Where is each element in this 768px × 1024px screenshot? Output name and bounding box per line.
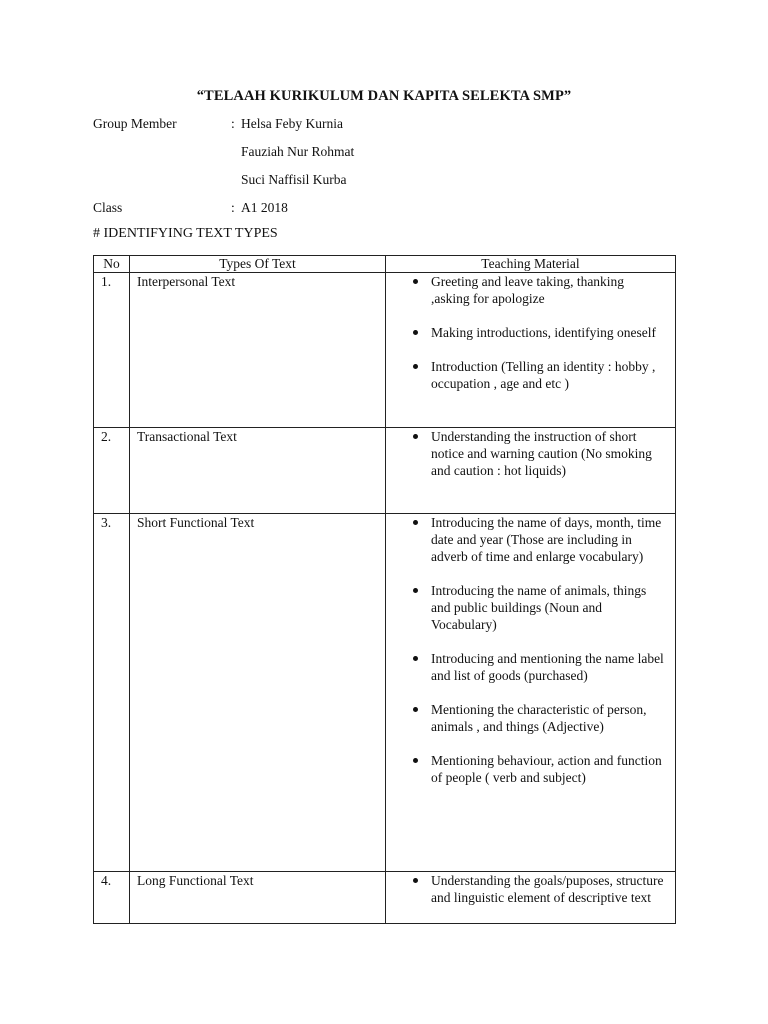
row-number: 1.: [94, 273, 130, 428]
member-name: Suci Naffisil Kurba: [241, 172, 347, 187]
column-header-types: Types Of Text: [130, 256, 386, 273]
table-row: [94, 872, 676, 924]
row-number: 3.: [94, 514, 130, 872]
class-label: Class: [93, 200, 123, 215]
teaching-material-cell: [386, 428, 676, 514]
material-item: Mentioning the characteristic of person, animals , and things (Adjective): [386, 701, 675, 735]
text-type: Long Functional Text: [130, 872, 386, 924]
material-item: Greeting and leave taking, thanking ,asking for apologize: [386, 273, 675, 307]
material-item: Mentioning behaviour, action and function of people ( verb and subject): [386, 752, 675, 786]
material-item: Introducing the name of animals, things and public buildings (Noun and Vocabulary): [386, 582, 675, 633]
material-item: Making introductions, identifying oneself: [386, 324, 675, 341]
material-list: [386, 428, 675, 479]
member-name: Fauziah Nur Rohmat: [241, 144, 355, 159]
material-item: Introduction (Telling an identity : hobby , occupation , age and etc ): [386, 358, 675, 392]
document-title: “TELAAH KURIKULUM DAN KAPITA SELEKTA SMP”: [196, 88, 572, 104]
material-list: [386, 514, 675, 786]
material-item: Introducing the name of days, month, time date and year (Those are including in adverb of time and enlarge vocabulary): [386, 514, 675, 565]
table-header-row: [94, 256, 676, 273]
teaching-material-cell: [386, 514, 676, 872]
material-item: Understanding the goals/puposes, structure and linguistic element of descriptive text: [386, 872, 675, 906]
table-row: [94, 428, 676, 514]
text-type: Transactional Text: [130, 428, 386, 514]
separator-colon: :: [231, 200, 235, 215]
section-heading: # IDENTIFYING TEXT TYPES: [93, 226, 278, 241]
text-type: Short Functional Text: [130, 514, 386, 872]
row-number: 4.: [94, 872, 130, 924]
table-row: [94, 273, 676, 428]
material-item: Understanding the instruction of short notice and warning caution (No smoking and caution : hot liquids): [386, 428, 675, 479]
separator-colon: :: [231, 116, 235, 131]
member-name: Helsa Feby Kurnia: [241, 116, 343, 131]
table-row: [94, 514, 676, 872]
class-value: A1 2018: [241, 200, 288, 215]
material-list: [386, 273, 675, 392]
column-header-no: No: [94, 256, 130, 273]
text-types-table: [93, 255, 676, 924]
teaching-material-cell: [386, 872, 676, 924]
material-list: [386, 872, 675, 906]
group-member-label: Group Member: [93, 116, 177, 131]
text-type: Interpersonal Text: [130, 273, 386, 428]
material-item: Introducing and mentioning the name label and list of goods (purchased): [386, 650, 675, 684]
column-header-material: Teaching Material: [386, 256, 676, 273]
row-number: 2.: [94, 428, 130, 514]
teaching-material-cell: [386, 273, 676, 428]
